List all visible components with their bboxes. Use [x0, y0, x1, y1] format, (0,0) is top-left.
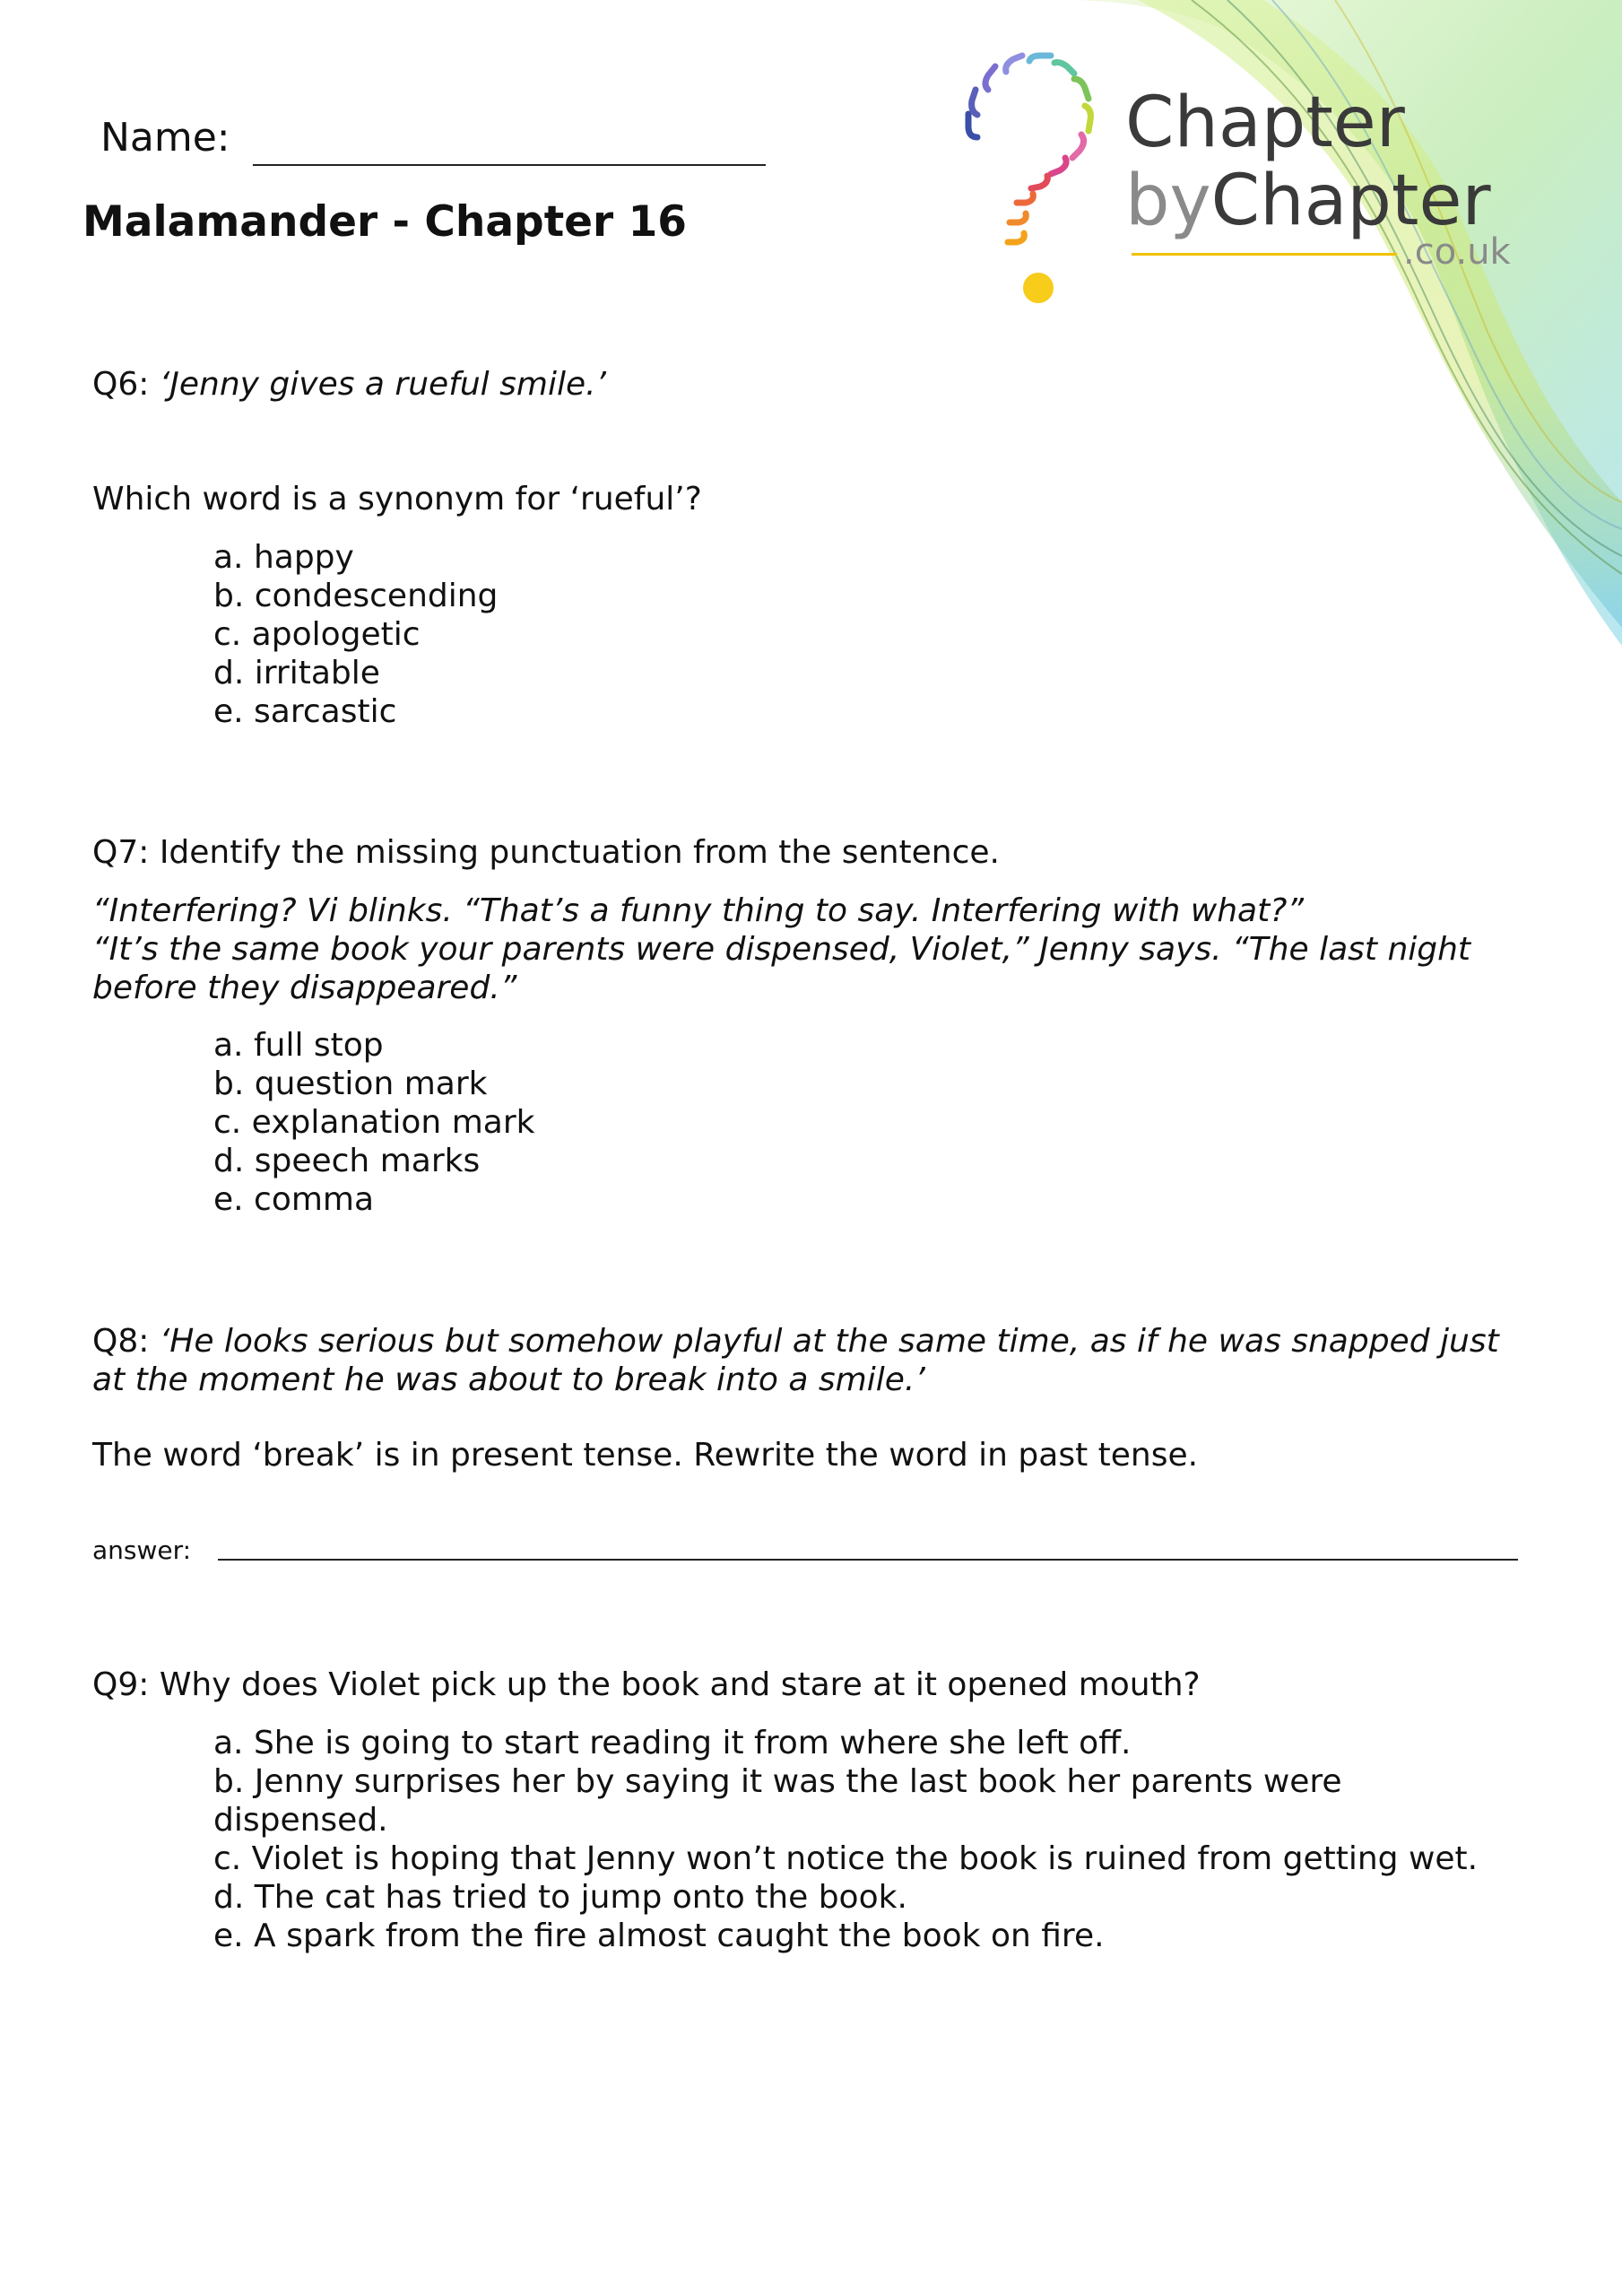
q9-option-b-continued[interactable]: dispensed. [213, 1802, 388, 1839]
q9-options [213, 1724, 1478, 1955]
q9-option-e[interactable]: e. A spark from the fire almost caught the book on fire. [213, 1918, 1105, 1954]
answer-label: answer: [92, 1535, 192, 1565]
q7-quote-line: “Interfering? Vi blinks. “That’s a funny thing to say. Interfering with what?” [92, 892, 1304, 929]
q7-quote [92, 891, 1527, 1007]
logo-chapter: Chapter [1210, 161, 1491, 241]
q7-option-e[interactable]: e. comma [213, 1181, 375, 1218]
q9-option-a[interactable]: a. She is going to start reading it from where she left off. [213, 1725, 1132, 1761]
q6-option-d[interactable]: d. irritable [213, 655, 380, 691]
logo-wordmark-by-chapter [1125, 161, 1491, 241]
name-field-line[interactable] [253, 164, 766, 166]
logo-by: by [1125, 161, 1211, 241]
q7-option-a[interactable]: a. full stop [213, 1027, 384, 1064]
q8-question: The word ‘break’ is in present tense. Rewrite the word in past tense. [92, 1437, 1199, 1474]
q9-option-c[interactable]: c. Violet is hoping that Jenny won’t notice the book is ruined from getting wet. [213, 1840, 1479, 1877]
q6-option-e[interactable]: e. sarcastic [213, 693, 397, 730]
q9-question: Q9: Why does Violet pick up the book and stare at it opened mouth? [92, 1666, 1201, 1703]
q6-question: Which word is a synonym for ‘rueful’? [92, 481, 702, 517]
q7-option-c[interactable]: c. explanation mark [213, 1104, 535, 1141]
q6-option-a[interactable]: a. happy [213, 539, 354, 576]
q6-option-b[interactable]: b. condescending [213, 578, 499, 614]
q9-option-b[interactable]: b. Jenny surprises her by saying it was the last book her parents were [213, 1763, 1342, 1800]
q8-prompt [92, 1322, 1527, 1399]
q8-quote-line: ‘He looks serious but somehow playful at the same time, as if he was snapped just [159, 1323, 1499, 1360]
answer-field-line[interactable] [218, 1559, 1518, 1561]
q6-option-c[interactable]: c. apologetic [213, 616, 421, 653]
q9-option-d[interactable]: d. The cat has tried to jump onto the book. [213, 1879, 907, 1916]
q6-prompt [92, 366, 606, 403]
q7-options [213, 1026, 534, 1219]
q7-question: Q7: Identify the missing punctuation from the sentence. [92, 834, 1000, 871]
q6-quote: ‘Jenny gives a rueful smile.’ [159, 366, 606, 403]
q7-option-b[interactable]: b. question mark [213, 1065, 488, 1102]
q7-quote-line: before they disappeared.” [92, 970, 517, 1006]
q6-options [213, 538, 498, 731]
name-label: Name: [100, 115, 230, 161]
logo-wordmark-chapter: Chapter [1125, 83, 1405, 163]
q8-quote-line: at the moment he was about to break into a smile.’ [92, 1361, 925, 1398]
logo-underline [1132, 253, 1397, 256]
book-arc-logo-icon [950, 52, 1121, 312]
q7-quote-line: “It’s the same book your parents were dispensed, Violet,” Jenny says. “The last night [92, 931, 1471, 968]
q8-prefix: Q8: [92, 1323, 150, 1360]
page-title: Malamander - Chapter 16 [82, 197, 687, 247]
logo-domain: .co.uk [1403, 231, 1511, 273]
q7-option-d[interactable]: d. speech marks [213, 1143, 481, 1179]
q6-prefix: Q6: [92, 366, 150, 403]
